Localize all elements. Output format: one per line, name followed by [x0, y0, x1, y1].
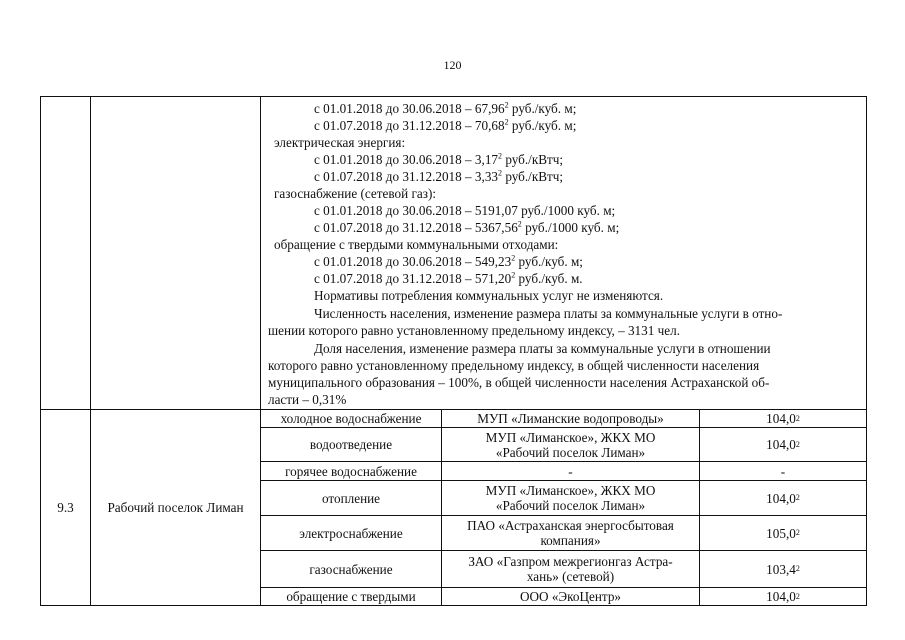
share-paragraph-line: ласти – 0,31% [268, 392, 347, 407]
population-paragraph-line: Численность населения, изменение размера платы за коммунальные услуги в отно- [314, 306, 783, 321]
share-paragraph-line: которого равно установленному предельному индексу, в общей численности населения [268, 358, 760, 373]
index-value: 104,0 2 [766, 589, 800, 604]
share-paragraph-line: муниципального образования – 100%, в общей численности населения Астраханской об- [268, 375, 770, 390]
index-value: - [780, 463, 786, 479]
tariff-line: с 01.07.2018 до 31.12.2018 – 5367,56$^2$ руб./1000 куб. м; [314, 219, 620, 235]
provider-name: ЗАО «Газпром межрегионгаз Астра- хань» (сетевой) [468, 554, 673, 584]
index-value: 104,0 2 [766, 490, 800, 506]
service-name: обращение с твердыми [286, 589, 416, 604]
service-name: холодное водоснабжение [280, 411, 422, 426]
service-name: водоотведение [309, 437, 393, 452]
service-name: отопление [321, 490, 381, 506]
table-top-border [40, 96, 867, 97]
tariff-line: с 01.01.2018 до 30.06.2018 – 67,96$^2$ руб./куб. м; [314, 100, 577, 116]
share-paragraph-line: Доля населения, изменение размера платы за коммунальные услуги в отношении [314, 341, 771, 356]
tariff-heading: обращение с твердыми коммунальными отходами: [274, 237, 559, 252]
index-value: 103,4 2 [766, 561, 800, 577]
provider-name: ПАО «Астраханская энергосбытовая компания» [467, 518, 674, 548]
provider-name: ООО «ЭкоЦентр» [519, 589, 622, 604]
provider-name: МУП «Лиманское», ЖКХ МО «Рабочий поселок Лиман» [485, 483, 656, 513]
index-value: 104,0 2 [766, 437, 800, 452]
section-number: 9.3 [57, 500, 74, 515]
service-name: электроснабжение [299, 525, 403, 541]
tariff-line: с 01.07.2018 до 31.12.2018 – 70,68$^2$ руб./куб. м; [314, 117, 577, 133]
index-value: 105,0 2 [766, 525, 800, 541]
population-paragraph-line: шении которого равно установленному предельному индексу, – 3131 чел. [268, 323, 681, 338]
provider-name: МУП «Лиманские водопроводы» [477, 411, 664, 426]
tariff-line: с 01.01.2018 до 30.06.2018 – 549,23$^2$ руб./куб. м; [314, 253, 583, 269]
norms-statement: Нормативы потребления коммунальных услуг не изменяются. [314, 288, 664, 303]
table-bottom-border [40, 605, 867, 606]
table-right-border [866, 96, 867, 606]
service-name: горячее водоснабжение [285, 463, 417, 479]
page-number: 120 [443, 58, 462, 72]
index-value: 104,0 2 [766, 411, 800, 426]
locality-name: Рабочий поселок Лиман [107, 500, 244, 515]
tariff-line: с 01.07.2018 до 31.12.2018 – 3,33$^2$ руб./кВтч; [314, 168, 564, 184]
provider-name: МУП «Лиманское», ЖКХ МО «Рабочий поселок Лиман» [485, 429, 656, 460]
tariff-line: с 01.01.2018 до 30.06.2018 – 3,17$^2$ руб./кВтч; [314, 151, 564, 167]
provider-name: - [568, 463, 573, 479]
service-name: газоснабжение [309, 561, 393, 577]
tariff-line: с 01.07.2018 до 31.12.2018 – 571,20$^2$ руб./куб. м. [314, 270, 583, 286]
tariff-heading: электрическая энергия: [274, 135, 406, 150]
tariff-line: с 01.01.2018 до 30.06.2018 – 5191,07 руб./1000 куб. м; [314, 203, 616, 218]
tariff-heading: газоснабжение (сетевой газ): [274, 186, 437, 201]
